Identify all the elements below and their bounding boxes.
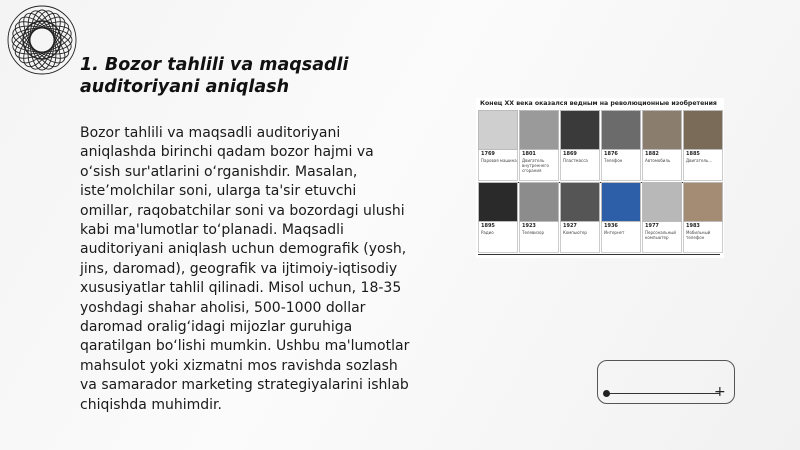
invention-caption [519,222,559,253]
invention-name: Компьютер [563,230,587,235]
invention-name: Интернет [604,230,625,235]
slide-title: 1. Bozor tahlili va maqsadli auditoriyani aniqlash [80,55,349,97]
invention-year: 1977 [645,223,659,229]
invention-caption [601,222,641,253]
invention-card [601,110,641,181]
invention-name: Пластмасса [563,158,588,163]
invention-name: Автомобиль [645,158,671,163]
motor-icon [683,110,723,150]
invention-card [519,110,559,181]
invention-name: Радио [481,230,494,235]
internet-icon [601,182,641,222]
mobile-icon [683,182,723,222]
timeline-row-2 [478,182,724,253]
invention-name: Телефон [604,158,623,163]
invention-caption [601,150,641,181]
tv-icon [519,182,559,222]
invention-name: Персональный компьютер [645,230,677,240]
invention-name: Паровая машина [481,158,517,163]
invention-year: 1923 [522,223,536,229]
inventions-timeline-image [476,98,724,258]
invention-year: 1936 [604,223,618,229]
logo-petal [12,10,71,69]
invention-year: 1882 [645,151,659,157]
invention-year: 1983 [686,223,700,229]
engine-icon [519,110,559,150]
callout-line [606,393,720,394]
invention-card [601,182,641,253]
steam-engine-icon [478,110,518,150]
invention-name: Двигатель внутреннего сгорания [522,158,549,173]
invention-year: 1801 [522,151,536,157]
logo-petal [12,10,71,69]
invention-caption [478,222,518,253]
plastic-icon [560,110,600,150]
invention-card [560,182,600,253]
radio-icon [478,182,518,222]
timeline-axis [478,254,720,255]
invention-name: Телевизор [522,230,544,235]
invention-caption [560,222,600,253]
invention-year: 1895 [481,223,495,229]
callout-dot-icon [603,390,610,397]
invention-card [683,182,723,253]
invention-card [478,110,518,181]
timeline-row-1 [478,110,724,181]
invention-card [478,182,518,253]
invention-caption [560,150,600,181]
invention-caption [683,150,723,181]
invention-year: 1869 [563,151,577,157]
telephone-icon [601,110,641,150]
slide-body-text: Bozor tahlili va maqsadli auditoriyani aniqlashda birinchi qadam bozor hajmi va o‘sish sur'atlarini o‘rganishdir. Masalan, iste’molchilar soni, ularga ta'sir etuvchi omillar, raqobatchilar soni va bozordagi ulushi kabi ma'lumotlar to‘planadi. Maqsadli auditoriyani aniqlash uchun demografik (yosh, jins, daromad), geografik va ijtimoiy-iqtisodiy xususiyatlar tahlil qilinadi. Misol uchun, 18-35 yoshdagi shahar aholisi, 500-1000 dollar daromad oralig‘idagi mijozlar guruhiga qaratilgan bo‘lishi mumkin. Ushbu ma'lumotlar mahsulot yoki xizmatni mos ravishda sozlash va samarador marketing strategiyalarini ishlab chiqishda muhimdir. [80,125,410,413]
computer-icon [560,182,600,222]
invention-year: 1927 [563,223,577,229]
invention-caption [683,222,723,253]
invention-caption [642,222,682,253]
invention-card [683,110,723,181]
invention-card [519,182,559,253]
invention-caption [478,150,518,181]
invention-year: 1769 [481,151,495,157]
car-icon [642,110,682,150]
plus-icon: + [714,384,726,400]
invention-caption [519,150,559,181]
invention-card [642,110,682,181]
invention-card [560,110,600,181]
timeline-heading: Конец XX века оказался ведным на революционные изобретения [480,100,717,107]
invention-name: Двигатель... [686,158,713,163]
invention-year: 1885 [686,151,700,157]
invention-name: Мобильный телефон [686,230,711,240]
invention-card [642,182,682,253]
invention-year: 1876 [604,151,618,157]
ornament-logo-icon [6,4,78,76]
pc-icon [642,182,682,222]
invention-caption [642,150,682,181]
